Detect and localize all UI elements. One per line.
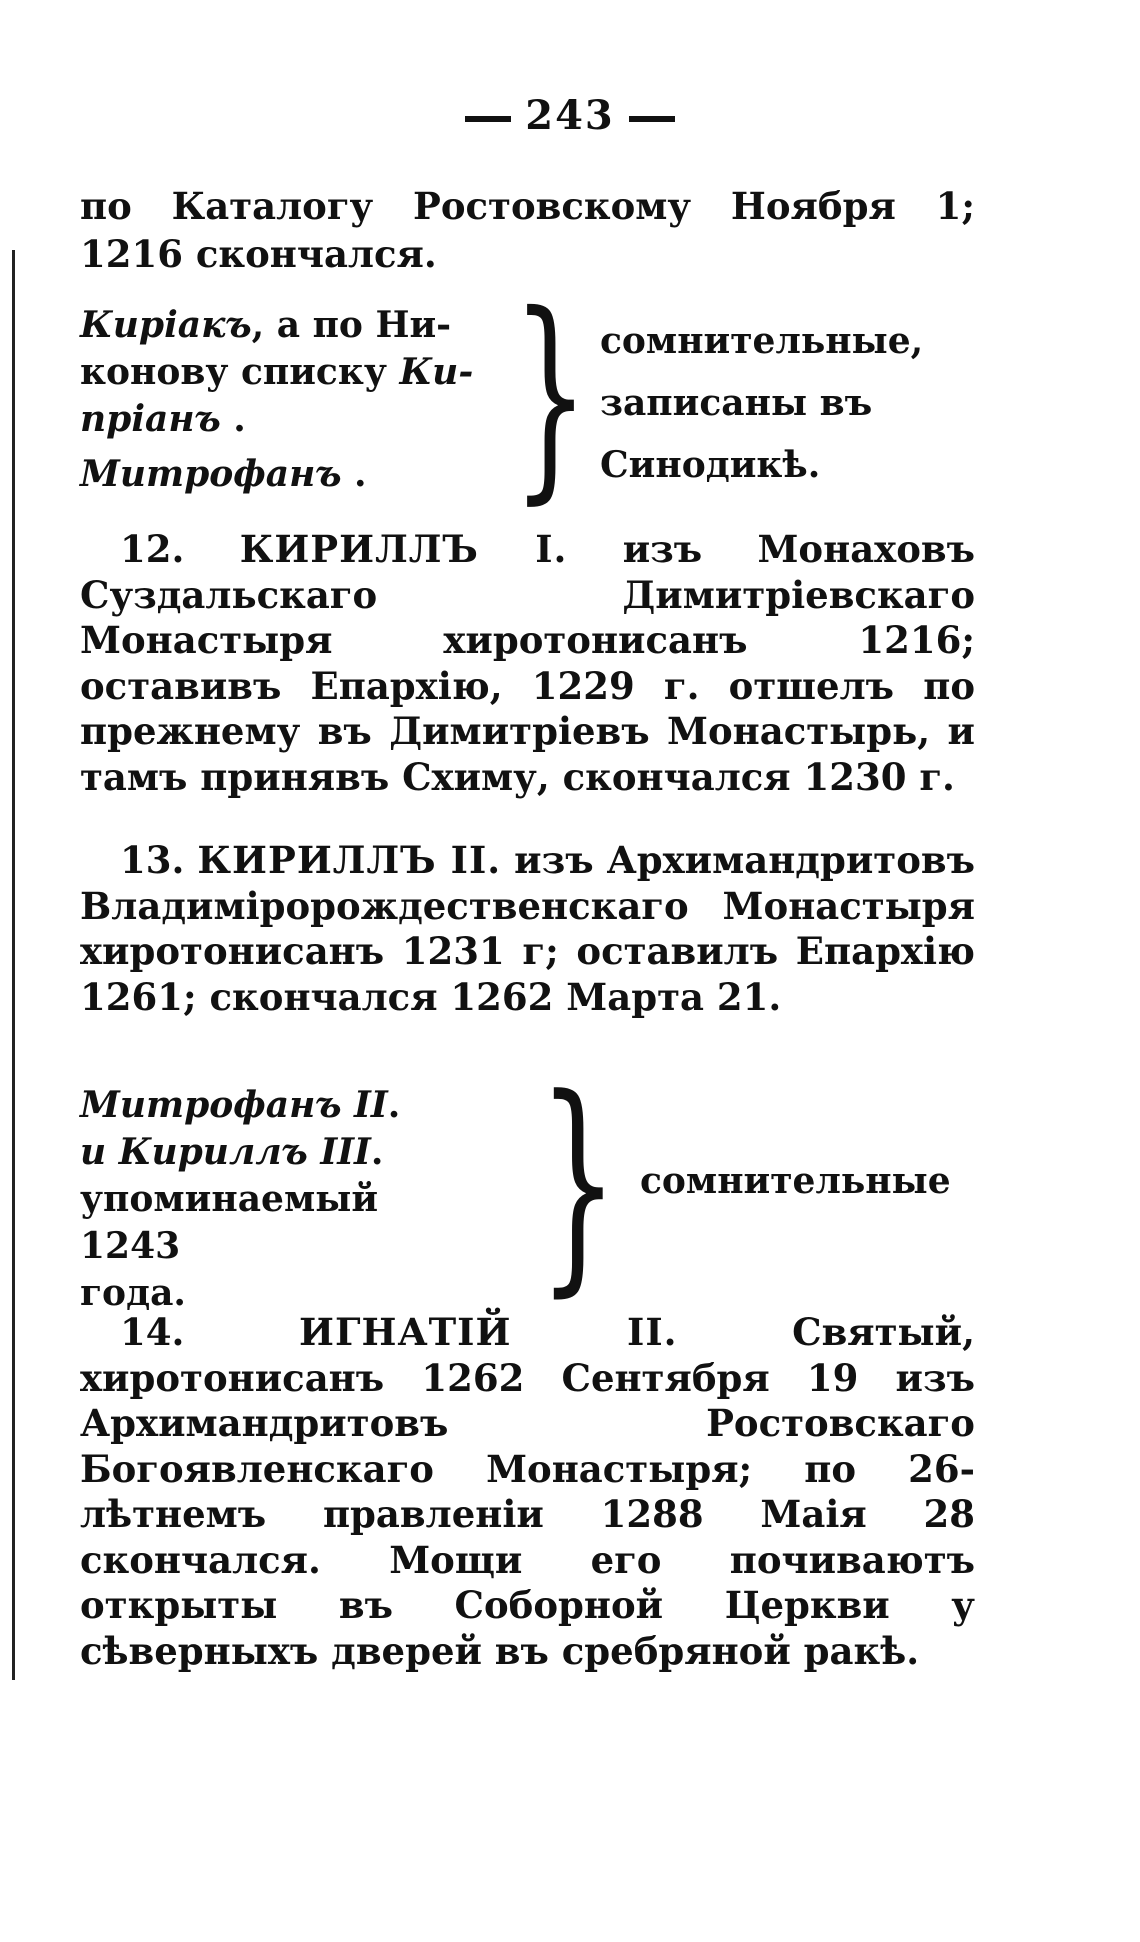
entry-12 (80, 527, 975, 800)
entry-name: ИГНАТІЙ II. (299, 1310, 678, 1354)
entry-text: изъ Архимандритовъ Владиміророждественскаго Монастыря хиротонисанъ 1231 г; оставилъ Епархію 1261; скончался 1262 Марта 21. (80, 838, 975, 1019)
names-text: , а по Ни- (251, 304, 452, 346)
doubtful-names-1 (80, 302, 490, 498)
page-header (0, 92, 1140, 139)
entry-text: Святый, хиротонисанъ 1262 Сентября 19 изъ Архимандритовъ Ростовскаго Богоявленскаго Монастыря; по 26-лѣтнемъ правленіи 1288 Маія 28 скончался. Мощи его почиваютъ открыты въ Соборной Церкви у сѣверныхъ дверей въ сребряной ракѣ. (80, 1310, 975, 1673)
entry-14 (80, 1310, 975, 1674)
names-text: упоминаемый 1243 (80, 1178, 379, 1267)
doubtful-note-1: сомнительные, записаны въ Синодикѣ. (600, 320, 924, 486)
names-line (80, 451, 490, 498)
names-text: . (341, 453, 367, 495)
entry-13 (80, 838, 975, 1020)
names-text: . (370, 1131, 384, 1173)
curly-brace: } (512, 267, 589, 523)
curly-brace: } (538, 1050, 619, 1317)
names-line (80, 396, 490, 443)
header-dash-right (629, 116, 675, 122)
bishop-name: Киріакъ (80, 304, 252, 346)
bishop-name: Митрофанъ II (80, 1084, 388, 1126)
doubtful-names-2 (80, 1082, 490, 1317)
names-line (80, 302, 490, 349)
doubtful-group-2 (80, 1050, 975, 1317)
header-dash-left (465, 116, 511, 122)
bishop-name: Митрофанъ (80, 453, 342, 495)
left-margin-rule (12, 250, 15, 1680)
names-text: . (220, 398, 246, 440)
doubtful-group-1 (80, 267, 975, 528)
bishop-name: и Кириллъ III (80, 1131, 371, 1173)
names-line (80, 1082, 490, 1129)
bishop-name: пріанъ (80, 398, 221, 440)
bishop-name: Ки- (399, 351, 474, 393)
names-text: конову списку (80, 351, 400, 393)
entry-number: 14. (120, 1310, 185, 1354)
names-line (80, 1176, 490, 1270)
entry-text: изъ Монаховъ Суздальскаго Димитріевскаго Монастыря хиротонисанъ 1216; оставивъ Епархію, 1229 г. отшелъ по прежнему въ Димитріевъ Монастырь, и тамъ принявъ Схиму, скончался 1230 г. (80, 527, 975, 799)
names-text: года. (80, 1272, 186, 1314)
names-text: . (387, 1084, 401, 1126)
names-line (80, 1129, 490, 1176)
names-line (80, 349, 490, 396)
doubtful-note-2: сомнительные (640, 1160, 951, 1202)
entry-number: 12. (120, 527, 185, 571)
intro-paragraph: по Каталогу Ростовскому Ноября 1; 1216 скончался. (80, 184, 975, 276)
entry-name: КИРИЛЛЪ II. (197, 838, 502, 882)
entry-number: 13. (120, 838, 185, 882)
page-number: 243 (525, 92, 615, 139)
entry-name: КИРИЛЛЪ I. (239, 527, 568, 571)
